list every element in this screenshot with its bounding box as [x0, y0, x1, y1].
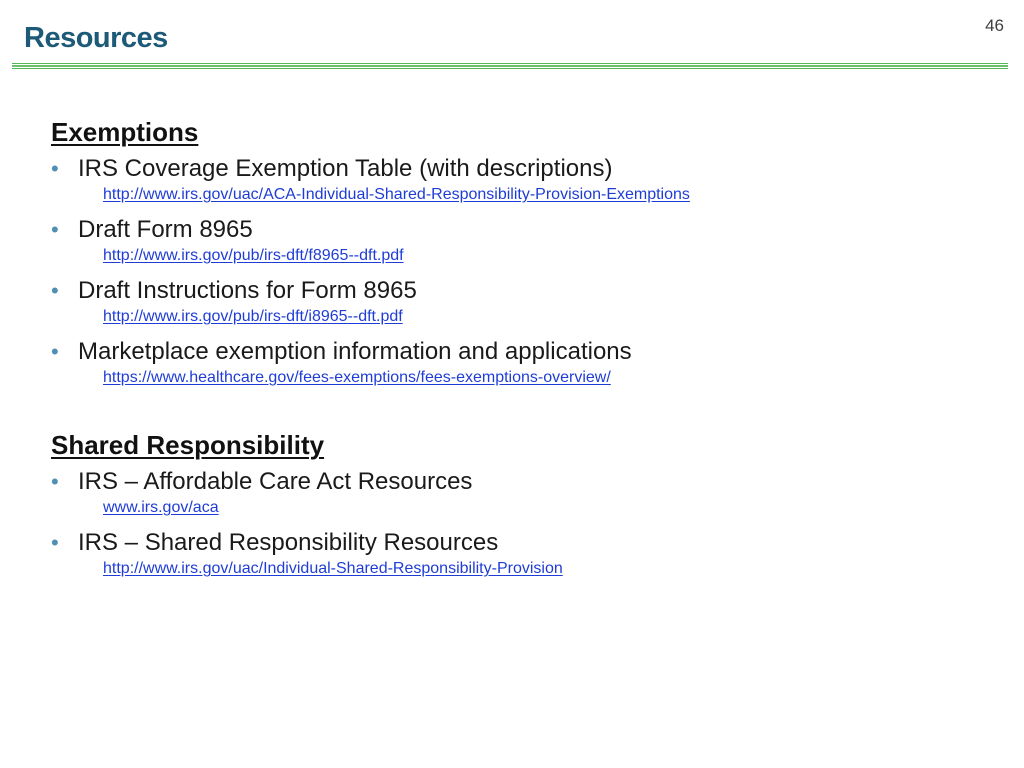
- divider-line: [12, 63, 1008, 64]
- resource-link[interactable]: http://www.irs.gov/uac/ACA-Individual-Shared-Responsibility-Provision-Exemptions: [103, 186, 690, 203]
- bullet-icon: •: [51, 278, 59, 303]
- item-text: IRS – Affordable Care Act Resources: [78, 468, 473, 495]
- divider-line: [12, 65, 1008, 67]
- resource-link[interactable]: http://www.irs.gov/uac/Individual-Shared-Responsibility-Provision: [103, 560, 563, 577]
- list-item: [51, 337, 991, 389]
- slide-title: Resources: [24, 22, 168, 54]
- resource-list: [51, 467, 991, 580]
- item-text: Draft Form 8965: [78, 216, 253, 243]
- list-item: [51, 154, 991, 206]
- resource-list: [51, 154, 991, 389]
- bullet-icon: •: [51, 217, 59, 242]
- bullet-icon: •: [51, 530, 59, 555]
- item-text: Draft Instructions for Form 8965: [78, 277, 417, 304]
- item-text: Marketplace exemption information and applications: [78, 338, 632, 365]
- section-shared-responsibility: [51, 427, 991, 580]
- item-text: IRS Coverage Exemption Table (with descriptions): [78, 155, 613, 182]
- resource-link[interactable]: https://www.healthcare.gov/fees-exemptions/fees-exemptions-overview/: [103, 369, 611, 386]
- bullet-icon: •: [51, 339, 59, 364]
- list-item: [51, 276, 991, 328]
- list-item: [51, 528, 991, 580]
- resource-link[interactable]: http://www.irs.gov/pub/irs-dft/f8965--dft.pdf: [103, 247, 404, 264]
- list-item: [51, 215, 991, 267]
- section-heading: Exemptions: [51, 117, 199, 147]
- bullet-icon: •: [51, 469, 59, 494]
- resource-link[interactable]: http://www.irs.gov/pub/irs-dft/i8965--dft.pdf: [103, 308, 403, 325]
- resource-link[interactable]: www.irs.gov/aca: [103, 499, 219, 516]
- page-number: 46: [985, 16, 1004, 35]
- section-heading: Shared Responsibility: [51, 430, 325, 460]
- title-divider: [12, 63, 1008, 69]
- bullet-icon: •: [51, 156, 59, 181]
- slide-content: [51, 114, 991, 589]
- list-item: [51, 467, 991, 519]
- item-text: IRS – Shared Responsibility Resources: [78, 529, 499, 556]
- section-exemptions: [51, 114, 991, 389]
- divider-line: [12, 68, 1008, 69]
